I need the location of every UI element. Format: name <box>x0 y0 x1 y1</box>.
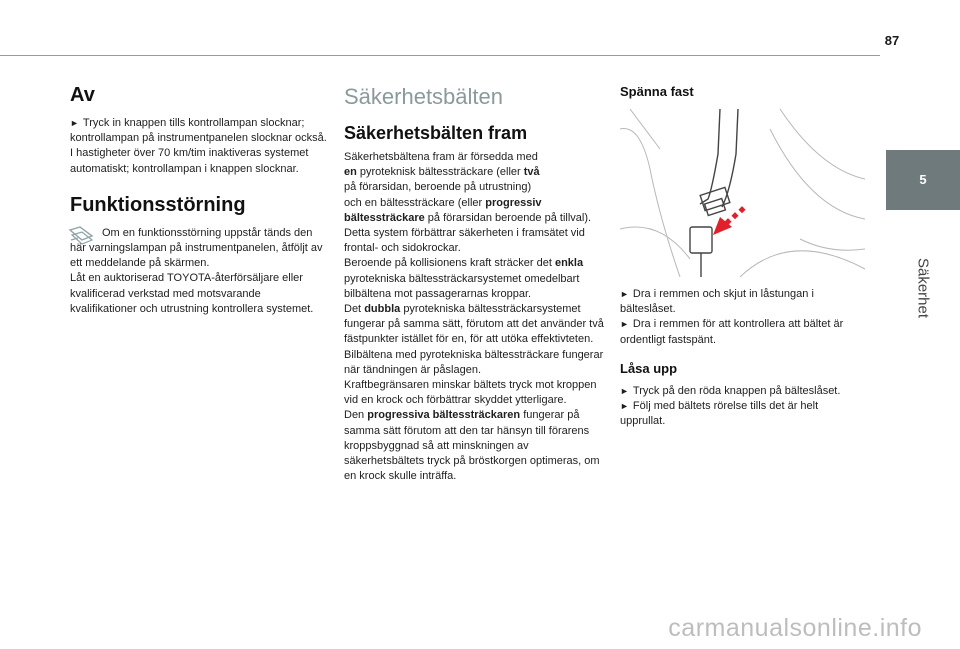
unlock-text-2: Följ med bältets rörelse tills det är helt upprullat. <box>620 400 819 428</box>
bullet-arrow-icon: ► <box>620 319 629 330</box>
mid-paragraph-1 <box>344 150 606 226</box>
unlock-paragraph-1 <box>620 384 865 399</box>
av-text-1: Tryck in knappen tills kontrollampan slocknar; kontrollampan på instrumentpanelen slocknar också. <box>70 117 327 145</box>
text: pyroteknisk bältessträckare (eller <box>359 166 521 179</box>
direction-arrow-icon <box>713 206 746 235</box>
text: fungerar på samma sätt förutom att den tar hänsyn till förarens kroppsbyggnad så att minskningen av säkerhetsbältets tryck på bröstkorgen optimeras, om en krock skulle inträffa. <box>344 409 600 483</box>
bullet-arrow-icon: ► <box>620 385 629 396</box>
text-bold: två <box>523 166 540 179</box>
text: och en bältessträckare (eller <box>344 196 483 209</box>
heading-funktionsstorning: Funktionsstörning <box>70 193 246 216</box>
chapter-tab-label <box>886 218 960 358</box>
av-paragraph-2: I hastigheter över 70 km/tim inaktiveras systemet automatiskt; kontrollampan i knappen slocknar. <box>70 147 309 175</box>
text-bold: enkla <box>554 257 584 270</box>
fasten-paragraph-2 <box>620 317 865 347</box>
text-bold: en <box>344 166 357 179</box>
page-number: 87 <box>884 33 900 48</box>
column-middle <box>344 84 606 484</box>
unlock-text-1: Tryck på den röda knappen på bälteslåset. <box>632 384 841 397</box>
mid-paragraph-6: Kraftbegränsaren minskar bältets tryck mot kroppen vid en krock och förbättrar skyddet ytterligare. <box>344 379 597 407</box>
heading-lasa-upp: Låsa upp <box>620 360 678 376</box>
text-bold: progressiva bältessträckaren <box>367 409 521 422</box>
fasten-paragraph-1 <box>620 287 865 317</box>
mid-paragraph-5: Bilbältena med pyrotekniska bältessträckare fungerar när tändningen är påslagen. <box>344 348 604 376</box>
text-bold: dubbla <box>364 303 401 316</box>
text: pyrotekniska bältessträckarsystemet fungerar på samma sätt, förutom att det använder två fästpunkter istället för en, för att utöka effektivteten. <box>344 303 604 346</box>
top-divider <box>0 55 880 56</box>
service-note-icon <box>68 226 96 246</box>
text: på förarsidan, beroende på utrustning) <box>344 181 532 194</box>
column-right <box>620 84 865 429</box>
chapter-title: Säkerhetsbälten <box>344 84 503 109</box>
fasten-text-2: Dra i remmen för att kontrollera att bältet är ordentligt fastspänt. <box>620 318 844 346</box>
mid-paragraph-3 <box>344 256 606 302</box>
bullet-arrow-icon: ► <box>620 289 629 299</box>
bullet-arrow-icon: ► <box>70 118 79 128</box>
text: Beroende på kollisionens kraft sträcker det <box>344 257 552 270</box>
text: pyrotekniska bältessträckarsystemet omedelbart bilbältena mot passagerarnas kroppar. <box>344 272 580 300</box>
chapter-tab[interactable]: 5 <box>886 150 960 210</box>
mid-paragraph-7 <box>344 408 606 484</box>
text-bold: progressiv bältessträckare <box>344 196 542 224</box>
fasten-text-1: Dra i remmen och skjut in låstungan i bälteslåset. <box>620 288 814 316</box>
seatbelt-illustration <box>620 109 865 277</box>
text: Det <box>344 303 362 316</box>
watermark: carmanualsonline.info <box>668 614 922 642</box>
text: på förarsidan beroende på tillval). <box>427 211 592 224</box>
heading-av: Av <box>70 84 95 106</box>
mid-paragraph-2: Detta system förbättrar säkerheten i framsätet vid frontal- och sidokrockar. <box>344 227 585 255</box>
chapter-tab-label-text: Säkerhet <box>914 257 932 319</box>
func-paragraph-1: Om en funktionsstörning uppstår tänds den här varningslampan på instrumentpanelen, åtföljt av ett meddelande på skärmen. <box>70 226 323 270</box>
mid-paragraph-4 <box>344 302 606 348</box>
unlock-paragraph-2 <box>620 399 865 429</box>
section-title: Säkerhetsbälten fram <box>344 123 528 143</box>
bullet-arrow-icon: ► <box>620 401 629 412</box>
text: Säkerhetsbältena fram är försedda med <box>344 151 538 163</box>
column-left <box>70 84 328 317</box>
av-paragraph-1 <box>70 116 328 146</box>
text: Den <box>344 409 365 422</box>
warning-block <box>70 226 328 272</box>
func-paragraph-2: Låt en auktoriserad TOYOTA-återförsäljare eller kvalificerad verkstad med motsvarande kvalifikationer och utrustning kontrollera systemet. <box>70 272 314 315</box>
heading-spanna-fast: Spänna fast <box>620 84 694 99</box>
